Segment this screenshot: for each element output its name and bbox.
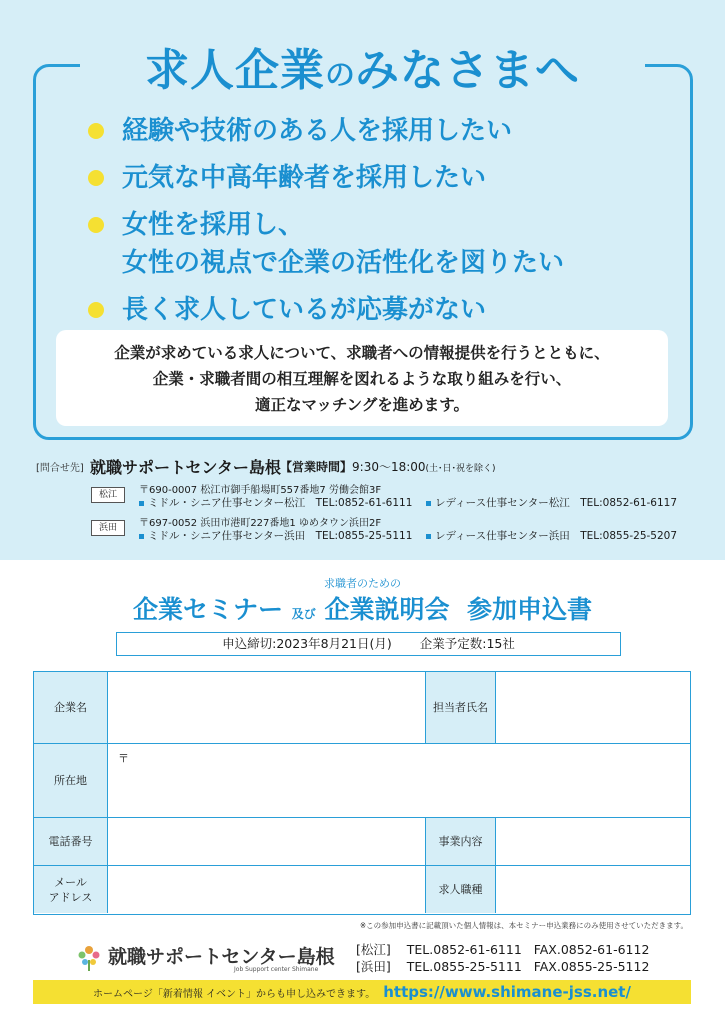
branch-tag: 浜田 xyxy=(91,520,125,536)
headline-part2: の xyxy=(325,58,355,93)
square-bullet-icon xyxy=(426,534,431,539)
label-job: 求人職種 xyxy=(426,866,496,913)
application-form xyxy=(33,671,691,915)
branch-ladies: レディース仕事センター松江 TEL:0852-61-6117 xyxy=(426,495,677,510)
label-email: メール アドレス xyxy=(34,866,108,913)
bullet-dot-icon xyxy=(88,123,104,139)
bullet-item: 経験や技術のある人を採用したい xyxy=(88,112,668,150)
bullet-item: 女性を採用し、 女性の視点で企業の活性化を図りたい xyxy=(88,206,668,282)
bullet-item: 元気な中高年齢者を採用したい xyxy=(88,159,668,197)
business-hours: 【営業時間】9:30〜18:00(土･日･祝を除く) xyxy=(280,460,496,474)
deadline: 申込締切:2023年8月21日(月) xyxy=(222,636,392,651)
bullet-dot-icon xyxy=(88,170,104,186)
address-field[interactable] xyxy=(108,744,690,818)
branch-tag: 松江 xyxy=(91,487,125,503)
bullet-dot-icon xyxy=(88,302,104,318)
contact-org: 就職サポートセンター島根 xyxy=(90,458,281,477)
footer-contacts: [松江] TEL.0852-61-6111 FAX.0852-61-6112 [浜田] TEL.0855-25-5111 FAX.0855-25-5112 xyxy=(356,942,650,974)
label-company: 企業名 xyxy=(34,672,108,744)
contact-label: [問合せ先] xyxy=(36,463,84,474)
logo-subtext: Job Support center Shimane xyxy=(234,966,319,973)
company-field[interactable] xyxy=(108,672,426,744)
phone-field[interactable] xyxy=(108,818,426,866)
job-field[interactable] xyxy=(496,866,690,913)
branch-ladies: レディース仕事センター浜田 TEL:0855-25-5207 xyxy=(426,528,677,543)
label-address: 所在地 xyxy=(34,744,108,818)
square-bullet-icon xyxy=(426,501,431,506)
deadline-box xyxy=(116,632,621,656)
branch-address: 〒697-0052 浜田市港町227番地1 ゆめタウン浜田2F xyxy=(139,518,382,529)
bullet-item: 長く求人しているが応募がない xyxy=(88,291,668,329)
email-field[interactable] xyxy=(108,866,426,913)
privacy-note: ※この参加申込書に記載頂いた個人情報は、本セミナー申込業務にのみ使用させていただきます。 xyxy=(359,921,688,930)
bullet-list xyxy=(88,112,668,338)
label-business: 事業内容 xyxy=(426,818,496,866)
headline xyxy=(80,34,645,94)
planned-count: 企業予定数:15社 xyxy=(419,636,515,651)
square-bullet-icon xyxy=(139,501,144,506)
footer-logo xyxy=(74,938,354,978)
label-phone: 電話番号 xyxy=(34,818,108,866)
headline-part3: みなさまへ xyxy=(355,45,580,96)
homepage-bar xyxy=(33,980,691,1004)
postal-mark: 〒 xyxy=(118,752,129,765)
homepage-text: ホームページ「新着情報 イベント」からも申し込みできます。 xyxy=(93,989,376,1000)
form-pre-title: 求職者のための xyxy=(324,577,401,590)
label-person: 担当者氏名 xyxy=(426,672,496,744)
business-field[interactable] xyxy=(496,818,690,866)
intro-box: 企業が求めている求人について、求職者への情報提供を行うとともに、 企業・求職者間の相互理解を図れるような取り組みを行い、 適正なマッチングを進めます。 xyxy=(56,330,668,426)
person-field[interactable] xyxy=(496,672,690,744)
flower-logo-icon xyxy=(74,942,104,972)
square-bullet-icon xyxy=(139,534,144,539)
bullet-dot-icon xyxy=(88,217,104,233)
headline-part1: 求人企業 xyxy=(145,45,325,96)
logo-text: 就職サポートセンター島根 xyxy=(108,946,335,968)
form-title: 企業セミナー 及び 企業説明会 参加申込書 xyxy=(133,595,592,624)
branch-senior: ミドル・シニア仕事センター浜田 TEL:0855-25-5111 xyxy=(139,528,412,543)
homepage-link[interactable]: https://www.shimane-jss.net/ xyxy=(383,983,631,1001)
branch-senior: ミドル・シニア仕事センター松江 TEL:0852-61-6111 xyxy=(139,495,412,510)
branch-address: 〒690-0007 松江市御手船場町557番地7 労働会館3F xyxy=(139,485,382,496)
